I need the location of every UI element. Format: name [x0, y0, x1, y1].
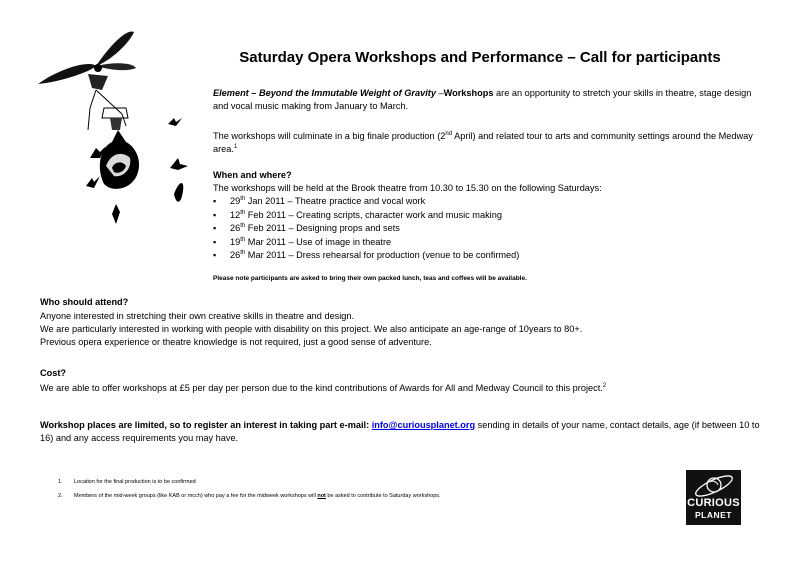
who-line-3: Previous opera experience or theatre knowledge is not required, just a good sense of adventure. [40, 337, 432, 347]
who-line-2: We are particularly interested in working with people with disability on this project. We also anticipate an age-range of 10years to 80+. [40, 324, 583, 334]
session-item: ▪ 26th Mar 2011 – Dress rehearsal for production (venue to be confirmed) [213, 249, 519, 263]
intro-paragraph [213, 87, 768, 113]
footnote-ref-1: 1 [233, 143, 238, 150]
who-heading: Who should attend? [40, 297, 129, 307]
session-item: ▪ 12th Feb 2011 – Creating scripts, character work and music making [213, 209, 519, 223]
curious-planet-logo [686, 470, 741, 525]
finale-sup: nd [445, 130, 453, 137]
footnote-2: 2. Members of the mid-week groups (like KAB or mcch) who pay a fee for the midweek workshops will not be asked to contribute to Saturday workshops. [58, 493, 441, 499]
register-paragraph [40, 419, 775, 445]
session-list [213, 195, 519, 263]
intro-dash: – [435, 88, 444, 98]
footnote-1: 1. Location for the final production is to be confirmed [58, 479, 196, 485]
register-bold: Workshop places are limited, so to register an interest in taking part e-mail: [40, 420, 370, 430]
session-item: ▪ 29th Jan 2011 – Theatre practice and vocal work [213, 195, 519, 209]
logo-line-2: PLANET [695, 510, 732, 520]
lunch-note: Please note participants are asked to bring their own packed lunch, teas and coffees will be available. [213, 275, 527, 282]
finale-paragraph [213, 130, 768, 156]
register-rest: sending in details of your name, contact details, age (if between 10 to 16) and any access requirements you may have. [40, 420, 760, 443]
production-title: Element – Beyond the Immutable Weight of Gravity [213, 88, 436, 98]
finale-text-b: April) and related tour to arts and community settings around the Medway area. [213, 131, 753, 154]
intro-workshops-word: Workshops [443, 88, 494, 98]
footnote-ref-2: 2 [602, 382, 607, 389]
logo-line-1: CURIOUS [687, 497, 740, 509]
when-where-heading: When and where? [213, 170, 292, 180]
cost-text: We are able to offer workshops at £5 per day per person due to the kind contributions of Awards for All and Medway Council to this project.$^2$ [40, 382, 607, 393]
email-link[interactable]: info@curiousplanet.org [371, 420, 476, 430]
page-title: Saturday Opera Workshops and Performance – Call for participants [239, 49, 721, 66]
finale-text-a: The workshops will culminate in a big finale production (2 [213, 131, 446, 141]
flying-gramophone-illustration [30, 18, 200, 238]
who-line-1: Anyone interested in stretching their own creative skills in theatre and design. [40, 311, 355, 321]
when-where-text: The workshops will be held at the Brook theatre from 10.30 to 15.30 on the following Saturdays: [213, 183, 602, 193]
session-item: ▪ 19th Mar 2011 – Use of image in theatre [213, 236, 519, 250]
cost-heading: Cost? [40, 368, 67, 378]
session-item: ▪ 26th Feb 2011 – Designing props and sets [213, 222, 519, 236]
who-text [40, 310, 740, 349]
intro-rest: are an opportunity to stretch your skills in theatre, stage design and vocal music making from January to March. [213, 88, 752, 111]
